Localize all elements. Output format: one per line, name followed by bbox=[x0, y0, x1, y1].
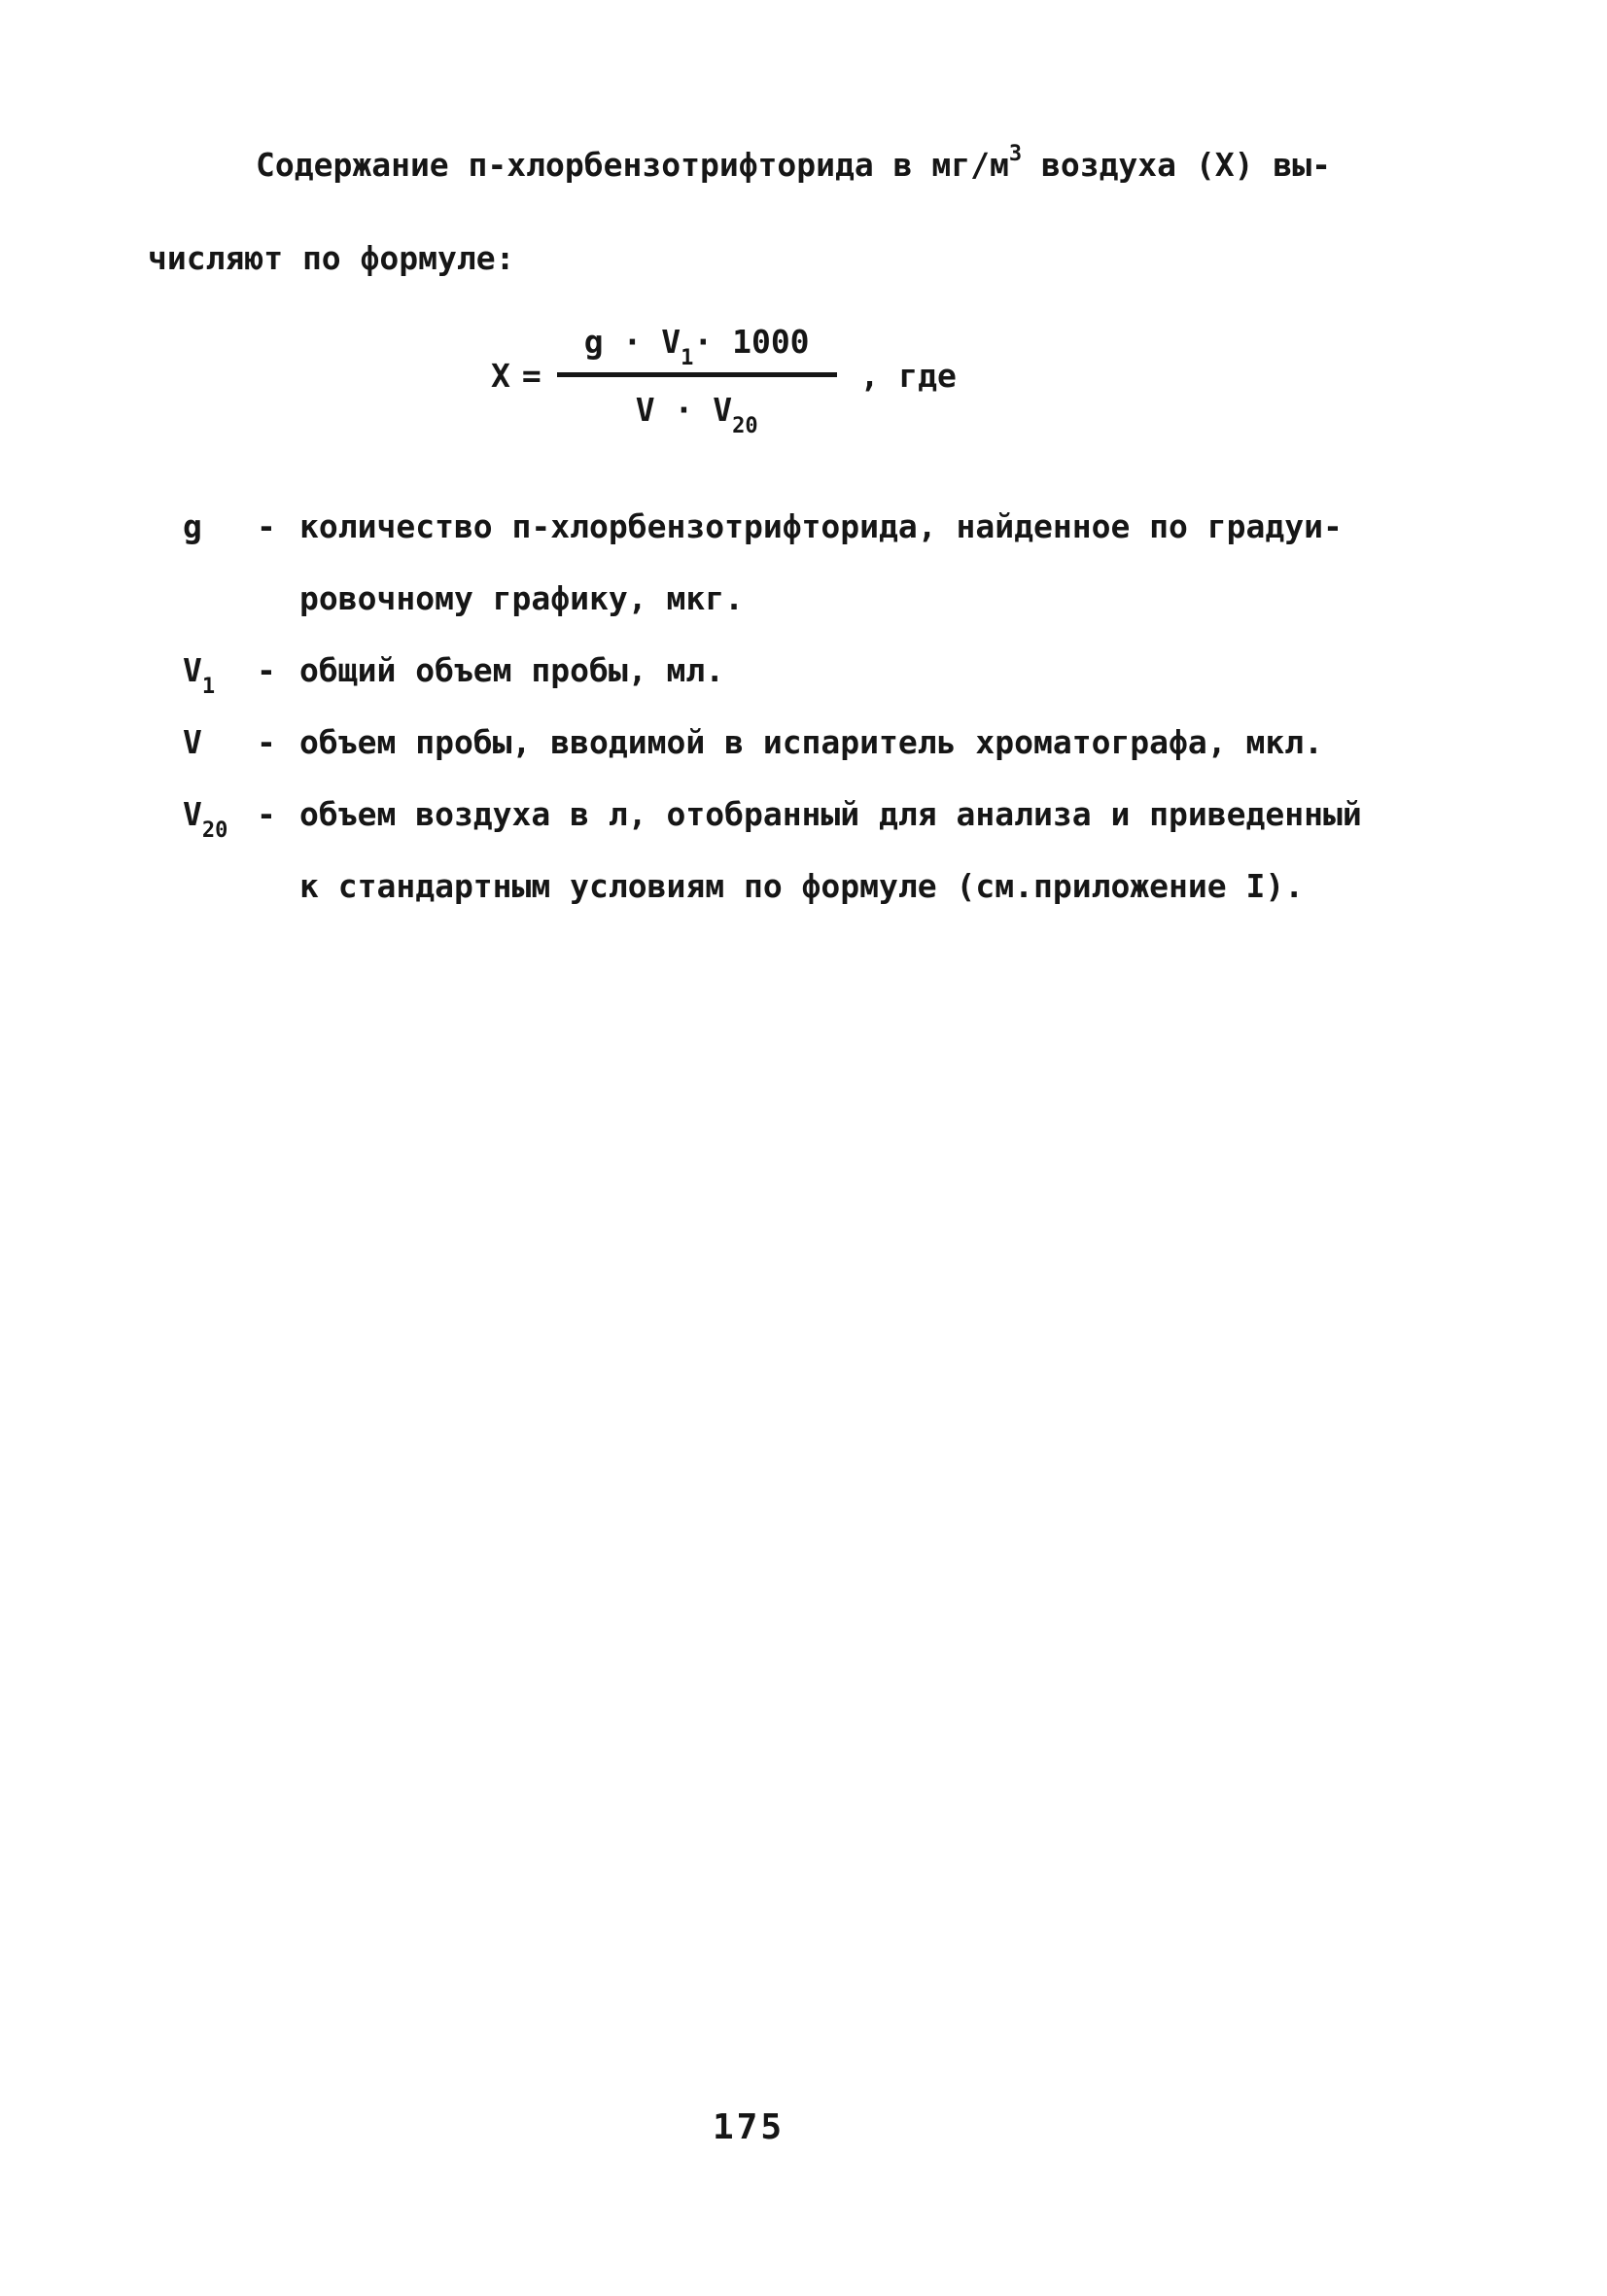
definition-dash: - bbox=[257, 723, 276, 761]
definition-dash: - bbox=[257, 795, 276, 833]
definition-dash: - bbox=[257, 507, 276, 545]
formula-denominator bbox=[635, 377, 758, 438]
definition-line: объем воздуха в л, отобранный для анализа и приведенный bbox=[299, 795, 1362, 833]
definition-row-v20 bbox=[183, 779, 1544, 922]
symbol-subscript: 1 bbox=[201, 675, 216, 699]
equals-sign: = bbox=[521, 357, 541, 395]
definition-symbol-g bbox=[183, 491, 257, 563]
numerator-left: g · V bbox=[583, 323, 681, 361]
intro-line-2: числяют по формуле: bbox=[148, 239, 515, 277]
definition-text-v bbox=[299, 707, 1544, 779]
definitions-list bbox=[183, 491, 1544, 922]
denominator-left: V · V bbox=[635, 391, 733, 429]
definition-text-g bbox=[299, 491, 1544, 635]
formula-fraction bbox=[557, 323, 837, 438]
intro-line-1 bbox=[256, 142, 1331, 184]
numerator-right: · 1000 bbox=[693, 323, 810, 361]
numerator-subscript: 1 bbox=[681, 346, 694, 370]
intro-line1-tail: воздуха (X) вы- bbox=[1022, 146, 1331, 184]
definition-text-v1 bbox=[299, 635, 1544, 707]
formula bbox=[491, 323, 957, 438]
definition-line: объем пробы, вводимой в испаритель хроматографа, мкл. bbox=[299, 723, 1323, 761]
definition-line: ровочному графику, мкг. bbox=[299, 579, 744, 617]
intro-line1-text: Содержание п-хлорбензотрифторида в мг/м bbox=[256, 146, 1009, 184]
definition-line: к стандартным условиям по формуле (см.приложение I). bbox=[299, 867, 1305, 905]
definition-symbol-v bbox=[183, 707, 257, 779]
definition-symbol-v20 bbox=[183, 779, 257, 851]
definition-symbol-v1 bbox=[183, 635, 257, 707]
symbol-text: V bbox=[183, 795, 202, 833]
definition-line: общий объем пробы, мл. bbox=[299, 651, 725, 689]
cubic-meter-superscript: 3 bbox=[1008, 142, 1023, 166]
symbol-subscript: 20 bbox=[201, 818, 228, 843]
symbol-text: V bbox=[183, 651, 202, 689]
definition-text-v20 bbox=[299, 779, 1544, 922]
page-number: 175 bbox=[712, 2107, 786, 2147]
definition-dash: - bbox=[257, 651, 276, 689]
definition-row-v bbox=[183, 707, 1544, 779]
formula-suffix: , где bbox=[859, 357, 957, 395]
definition-row-g bbox=[183, 491, 1544, 635]
definition-line: количество п-хлорбензотрифторида, найденное по градуи- bbox=[299, 507, 1343, 545]
formula-variable-x: X bbox=[491, 357, 510, 395]
denominator-subscript: 20 bbox=[732, 414, 758, 438]
symbol-text: g bbox=[183, 507, 202, 545]
symbol-text: V bbox=[183, 723, 202, 761]
formula-numerator bbox=[557, 323, 837, 377]
definition-row-v1 bbox=[183, 635, 1544, 707]
